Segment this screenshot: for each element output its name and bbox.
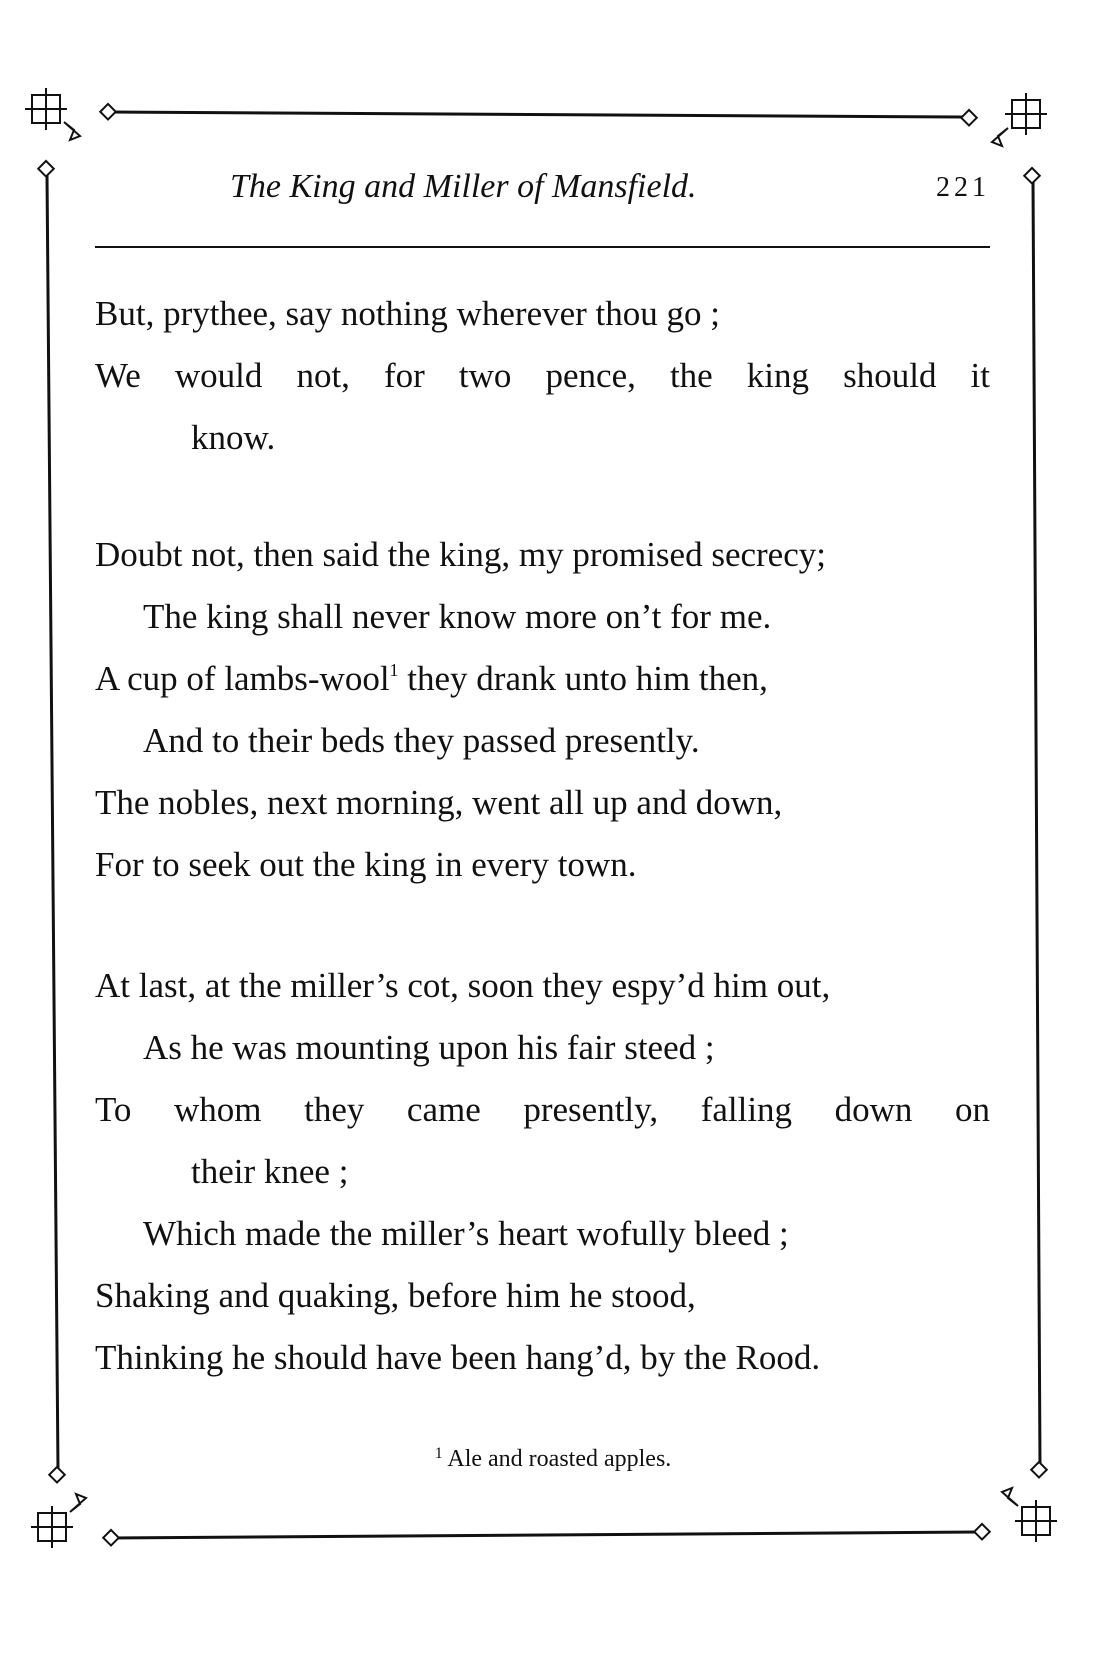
verse-text: they drank unto him then, <box>398 659 768 698</box>
footnote-text: Ale and roasted apples. <box>447 1446 672 1472</box>
verse-line: For to seek out the king in every town. <box>95 845 637 884</box>
diamond-ornament <box>103 1530 119 1546</box>
verse-line: But, prythee, say nothing wherever thou go ; <box>95 294 721 333</box>
diamond-ornament <box>38 161 54 177</box>
corner-ornament-bottom-left <box>31 1494 86 1548</box>
verse-line: As he was mounting upon his fair steed ; <box>143 1028 715 1067</box>
verse-line: The king shall never know more on’t for me. <box>143 597 772 636</box>
verse-line: Which made the miller’s heart wofully bleed ; <box>143 1214 789 1253</box>
footnote-reference: 1 <box>389 660 399 680</box>
footnote-marker: 1 <box>434 1445 443 1462</box>
verse-line <box>95 659 990 699</box>
verse-line: And to their beds they passed presently. <box>143 721 700 760</box>
corner-ornament-top-right <box>992 93 1047 146</box>
diamond-ornament <box>961 110 977 126</box>
verse-text: A cup of lambs-wool <box>95 659 390 698</box>
header-rule <box>95 246 990 248</box>
diamond-ornament <box>1024 168 1040 184</box>
corner-ornament-bottom-right <box>1002 1488 1057 1542</box>
corner-ornament-top-left <box>25 88 80 140</box>
running-header <box>95 168 990 218</box>
verse-line: We would not, for two pence, the king should it <box>95 356 990 395</box>
verse-line: their knee ; <box>191 1152 349 1191</box>
verse-line: At last, at the miller’s cot, soon they espy’d him out, <box>95 966 831 1005</box>
verse-line: The nobles, next morning, went all up and down, <box>95 783 783 822</box>
verse-line: Thinking he should have been hang’d, by the Rood. <box>95 1338 821 1377</box>
verse-line: To whom they came presently, falling down on <box>95 1090 990 1129</box>
verse-line: Shaking and quaking, before him he stood, <box>95 1276 696 1315</box>
header-title: The King and Miller of Mansfield. <box>230 168 697 205</box>
verse-line: Doubt not, then said the king, my promised secrecy; <box>95 535 826 574</box>
diamond-ornament <box>974 1524 990 1540</box>
footnote <box>0 1445 1106 1473</box>
verse-line: know. <box>191 418 276 457</box>
diamond-ornament <box>100 104 116 120</box>
page-number: 221 <box>936 172 990 203</box>
